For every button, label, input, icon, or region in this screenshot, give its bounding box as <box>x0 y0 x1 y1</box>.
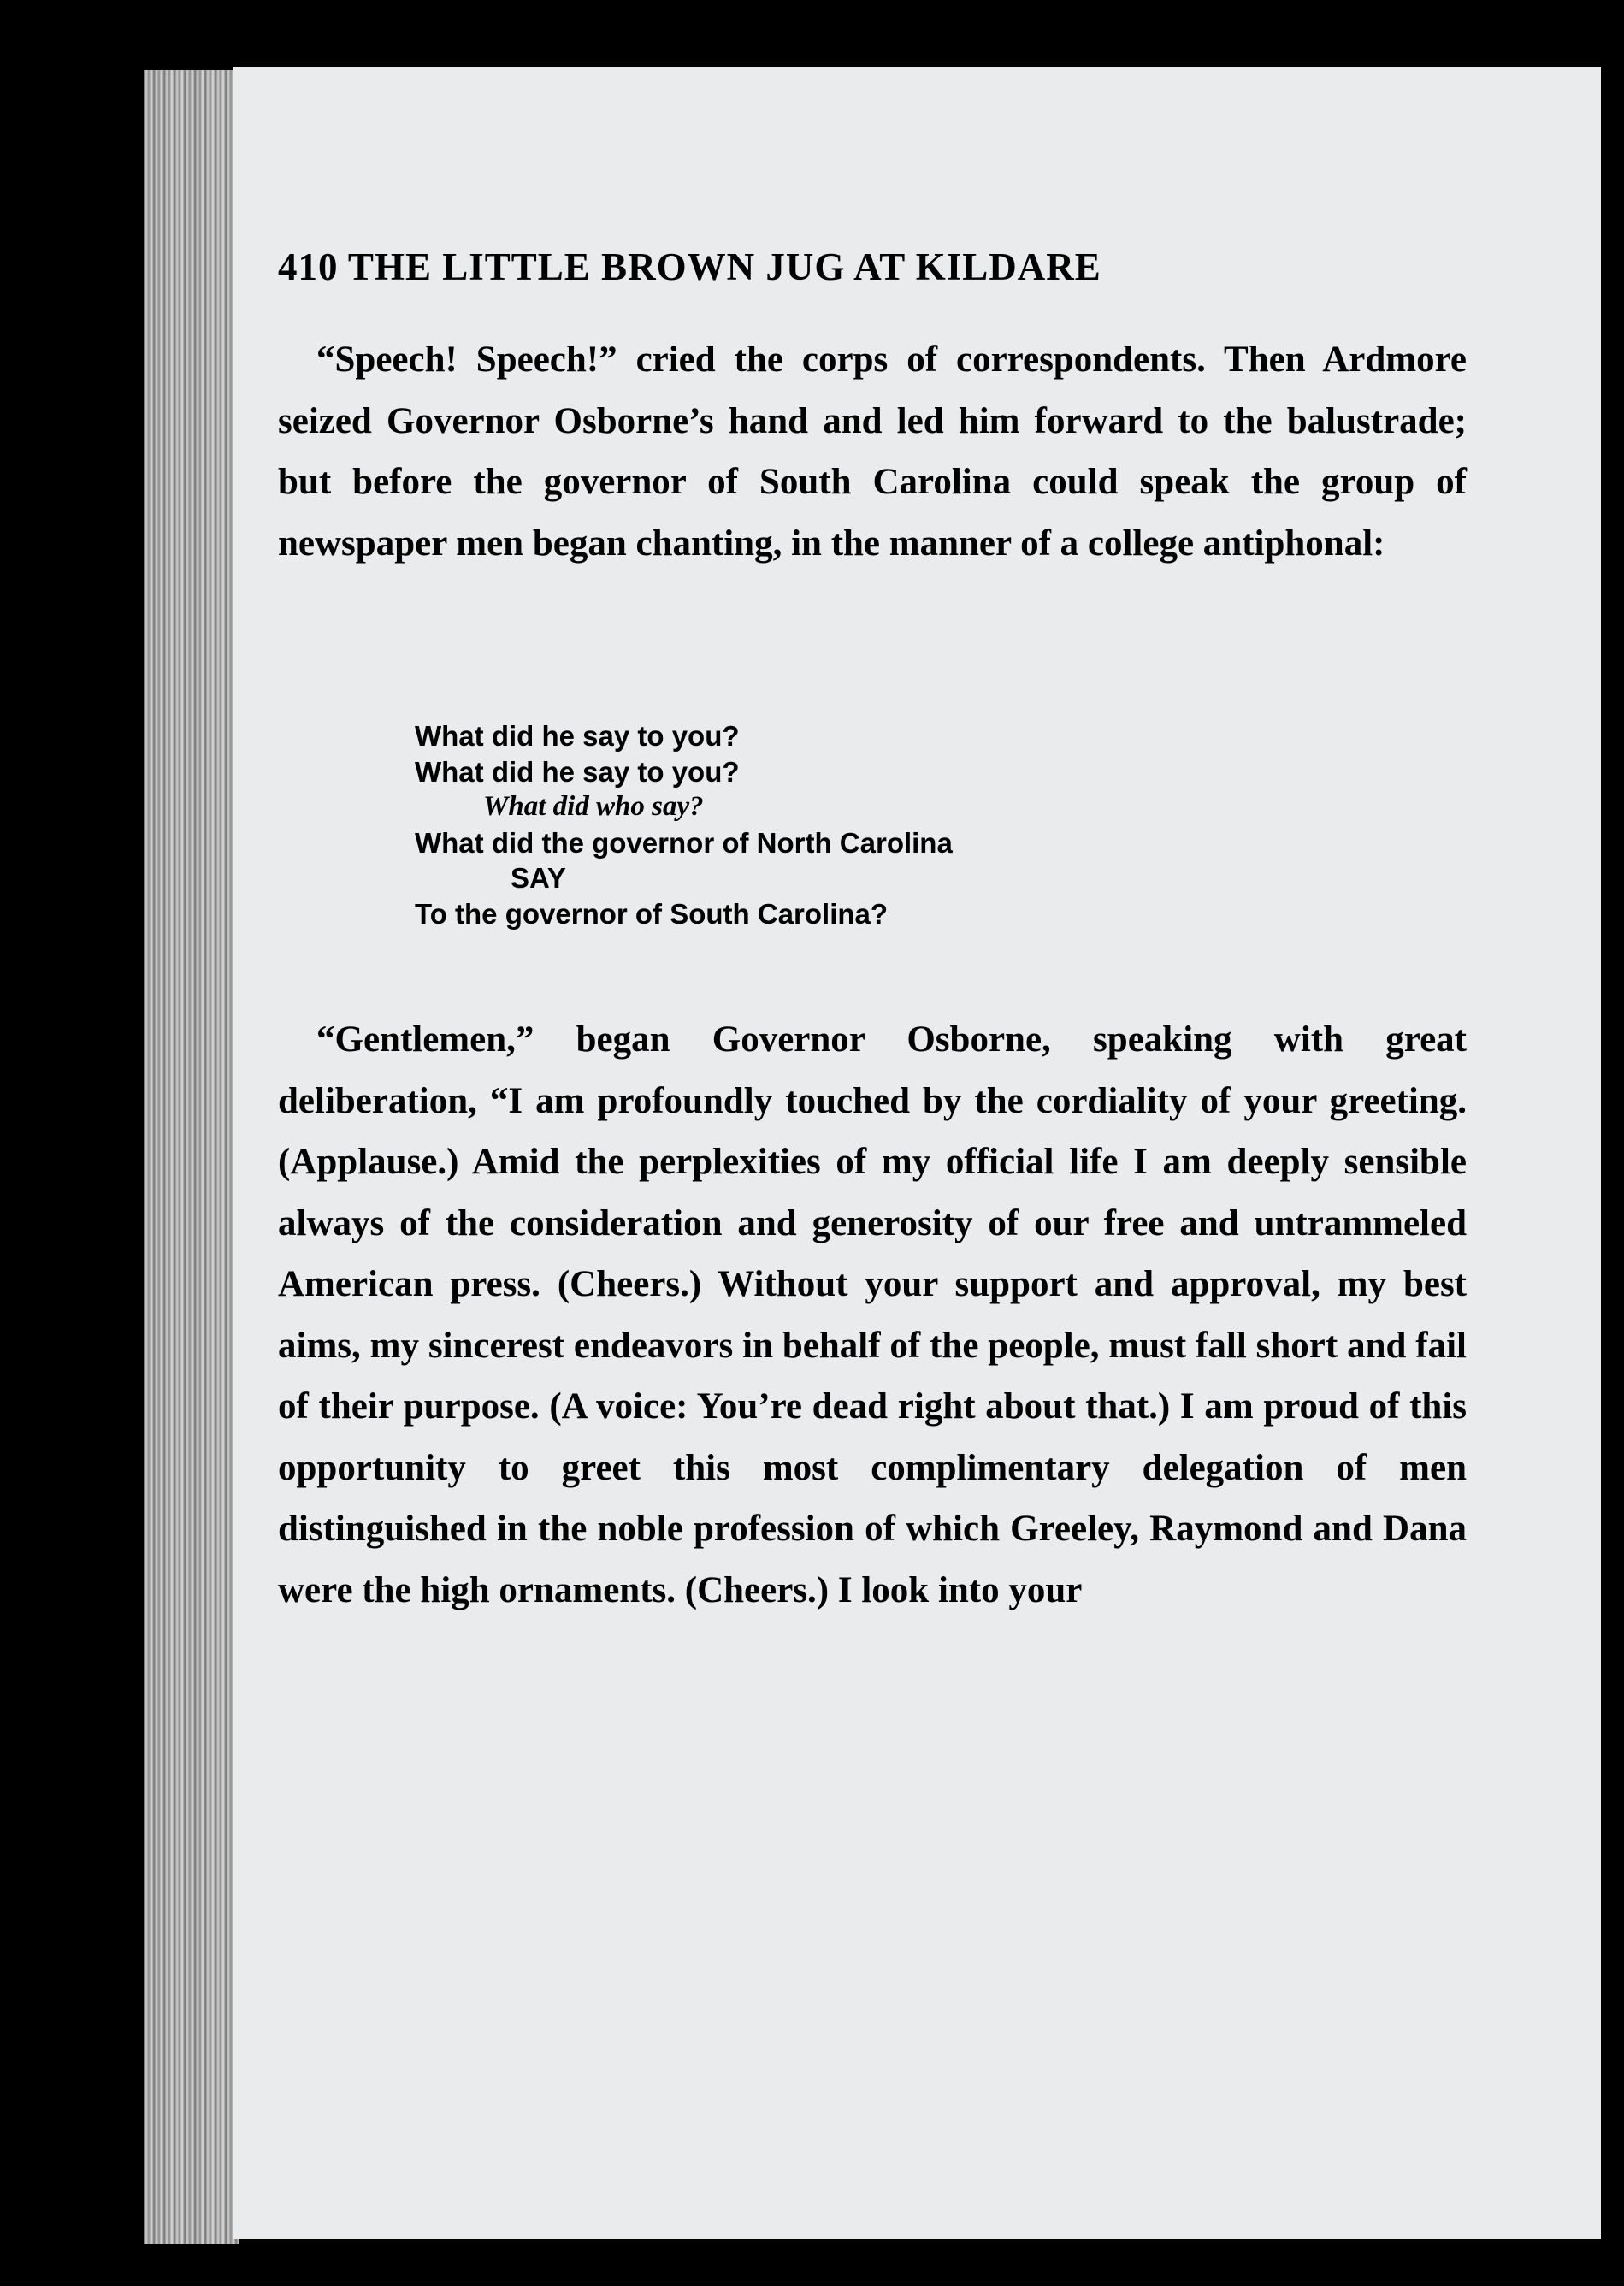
paragraph-text: “Speech! Speech!” cried the corps of correspondents. Then Ardmore seized Governor Osborne’s hand and led him forward to the balustrade; but before the governor of South Carolina could speak the group of newspaper men began chanting, in the manner of a college antiphonal: <box>278 340 1467 564</box>
verse-block <box>415 718 953 931</box>
verse-line: What did he say to you? <box>415 755 740 788</box>
page-edge <box>144 70 239 2244</box>
paragraph-speech-call <box>278 329 1467 574</box>
running-head: 410 THE LITTLE BROWN JUG AT KILDARE <box>278 245 1101 288</box>
paragraph-text: “Gentlemen,” began Governor Osborne, speaking with great deliberation, “I am profoundly touched by the cordiality of your greeting. (Applause.) Amid the perplexities of my official life I am deeply sensible always of the consideration and generosity of our free and untrammeled American press. (Cheers.) Without your support and approval, my best aims, my sincerest endeavors in behalf of the people, must fall short and fail of their purpose. (A voice: You’re dead right about that.) I am proud of this opportunity to greet this most complimentary delegation of men distinguished in the noble profession of which Greeley, Raymond and Dana were the high ornaments. (Cheers.) I look into your <box>278 1019 1467 1610</box>
verse-line: To the governor of South Carolina? <box>415 897 889 930</box>
verse-line: SAY <box>511 862 566 894</box>
paragraph-governor-speech <box>278 1009 1467 1621</box>
verse-line-italic: What did who say? <box>483 791 704 822</box>
verse-line: What did he say to you? <box>415 720 740 752</box>
verse-line: What did the governor of North Carolina <box>415 826 953 859</box>
